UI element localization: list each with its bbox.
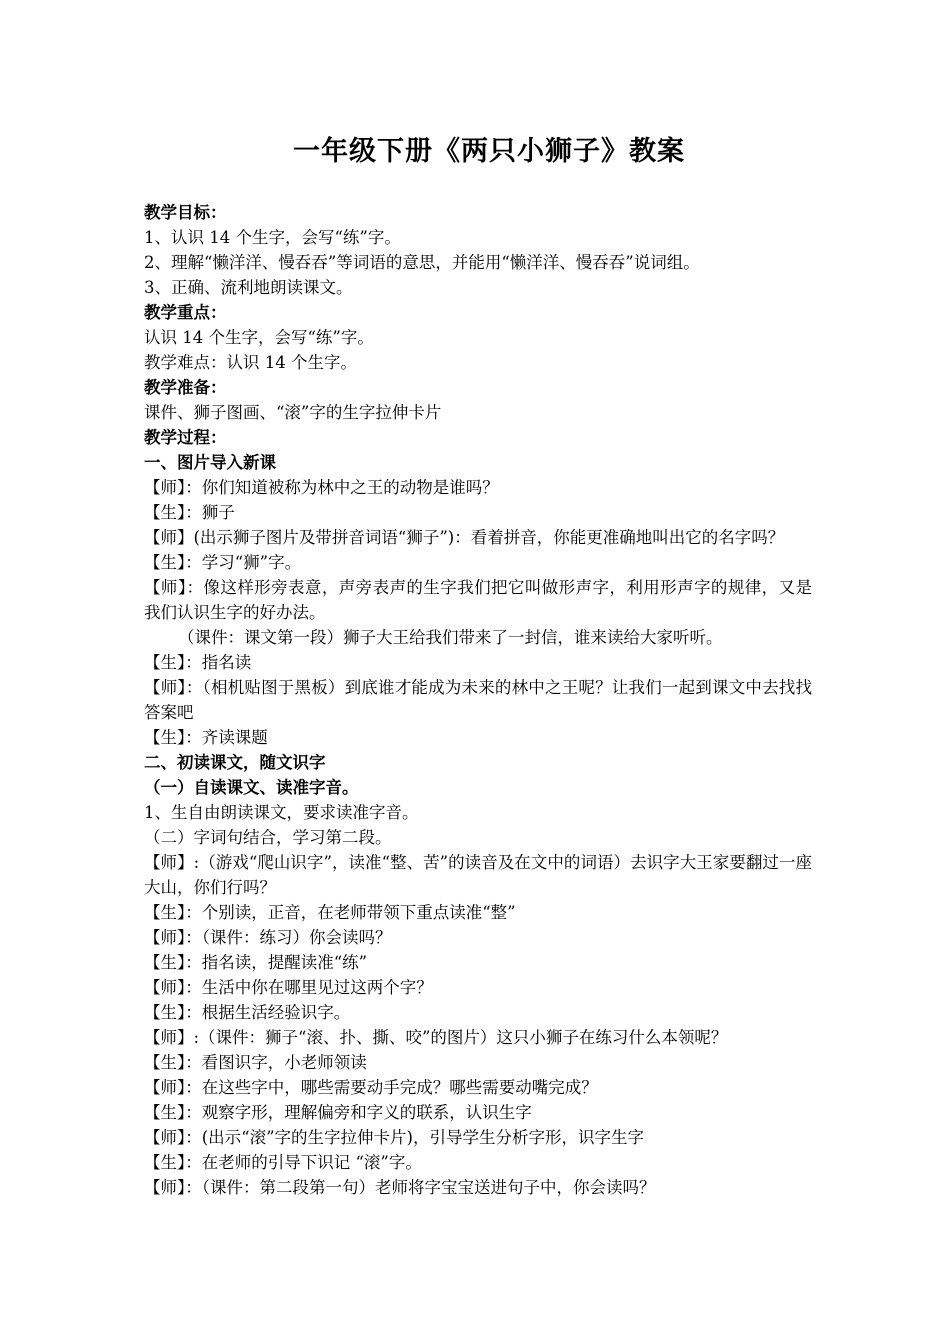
paragraph: 【生】：狮子 <box>144 503 235 522</box>
paragraph: 3、正确、流利地朗读课文。 <box>144 278 353 297</box>
paragraph: 2、理解“懒洋洋、慢吞吞”等词语的意思，并能用“懒洋洋、慢吞吞”说词组。 <box>144 253 700 272</box>
paragraph: 1、生自由朗读课文，要求读准字音。 <box>144 803 419 822</box>
section-heading: 教学目标： <box>144 203 227 222</box>
section-heading: 一、图片导入新课 <box>144 453 276 472</box>
paragraph: 【师】：（相机贴图于黑板）到底谁才能成为未来的林中之王呢？让我们一起到课文中去找找答案吧 <box>144 678 812 722</box>
paragraph: 课件、狮子图画、“滚”字的生字拉伸卡片 <box>144 403 442 422</box>
paragraph: 【师】：在这些字中，哪些需要动手完成？哪些需要动嘴完成？ <box>144 1078 598 1097</box>
paragraph: 【生】：个别读，正音，在老师带领下重点读准“整” <box>144 903 516 922</box>
paragraph: 【师】：（课件：练习）你会读吗？ <box>144 928 392 947</box>
paragraph: 教学难点：认识 14 个生字。 <box>144 353 357 372</box>
paragraph: 【生】：根据生活经验识字。 <box>144 1003 351 1022</box>
paragraph: 【生】：学习“狮”字。 <box>144 553 302 572</box>
paragraph: 【生】：在老师的引导下识记 “滚”字。 <box>144 1153 422 1172</box>
paragraph: 【师】:（课件：狮子“滚、扑、撕、咬”的图片）这只小狮子在练习什么本领呢？ <box>144 1028 728 1047</box>
section-heading: （一）自读课文、读准字音。 <box>144 778 359 797</box>
paragraph: （课件：课文第一段）狮子大王给我们带来了一封信，谁来读给大家听听。 <box>178 628 723 647</box>
document-body <box>144 200 812 1200</box>
paragraph: 【生】：观察字形，理解偏旁和字义的联系，认识生字 <box>144 1103 532 1122</box>
section-heading: 二、初读课文，随文识字 <box>144 753 326 772</box>
paragraph: 【生】：看图识字，小老师领读 <box>144 1053 367 1072</box>
paragraph: 【生】：指名读 <box>144 653 252 672</box>
paragraph: （二）字词句结合，学习第二段。 <box>144 828 392 847</box>
paragraph: 【师】:（游戏“爬山识字”，读准“整、苦”的读音及在文中的词语）去识字大王家要翻过一座大山，你们行吗？ <box>144 853 812 897</box>
paragraph: 【师】：像这样形旁表意，声旁表声的生字我们把它叫做形声字，利用形声字的规律，又是我们认识生字的好办法。 <box>144 578 812 622</box>
section-heading: 教学准备： <box>144 378 227 397</box>
paragraph: 【生】：指名读，提醒读准“练” <box>144 953 368 972</box>
section-heading: 教学过程： <box>144 428 227 447</box>
paragraph: 【师】：(出示“滚”字的生字拉伸卡片)，引导学生分析字形，识字生字 <box>144 1128 644 1147</box>
paragraph: 【师】：你们知道被称为林中之王的动物是谁吗？ <box>144 478 499 497</box>
paragraph: 【师】(出示狮子图片及带拼音词语“狮子”)：看着拼音，你能更准确地叫出它的名字吗？ <box>144 528 785 547</box>
section-heading: 教学重点： <box>144 303 227 322</box>
paragraph: 1、认识 14 个生字，会写“练”字。 <box>144 228 401 247</box>
paragraph: 【师】：生活中你在哪里见过这两个字？ <box>144 978 433 997</box>
paragraph: 认识 14 个生字，会写“练”字。 <box>144 328 374 347</box>
paragraph: 【师】：（课件：第二段第一句）老师将字宝宝送进句子中，你会读吗？ <box>144 1178 656 1197</box>
paragraph: 【生】：齐读课题 <box>144 728 268 747</box>
document-title: 一年级下册《两只小狮子》教案 <box>293 136 685 167</box>
